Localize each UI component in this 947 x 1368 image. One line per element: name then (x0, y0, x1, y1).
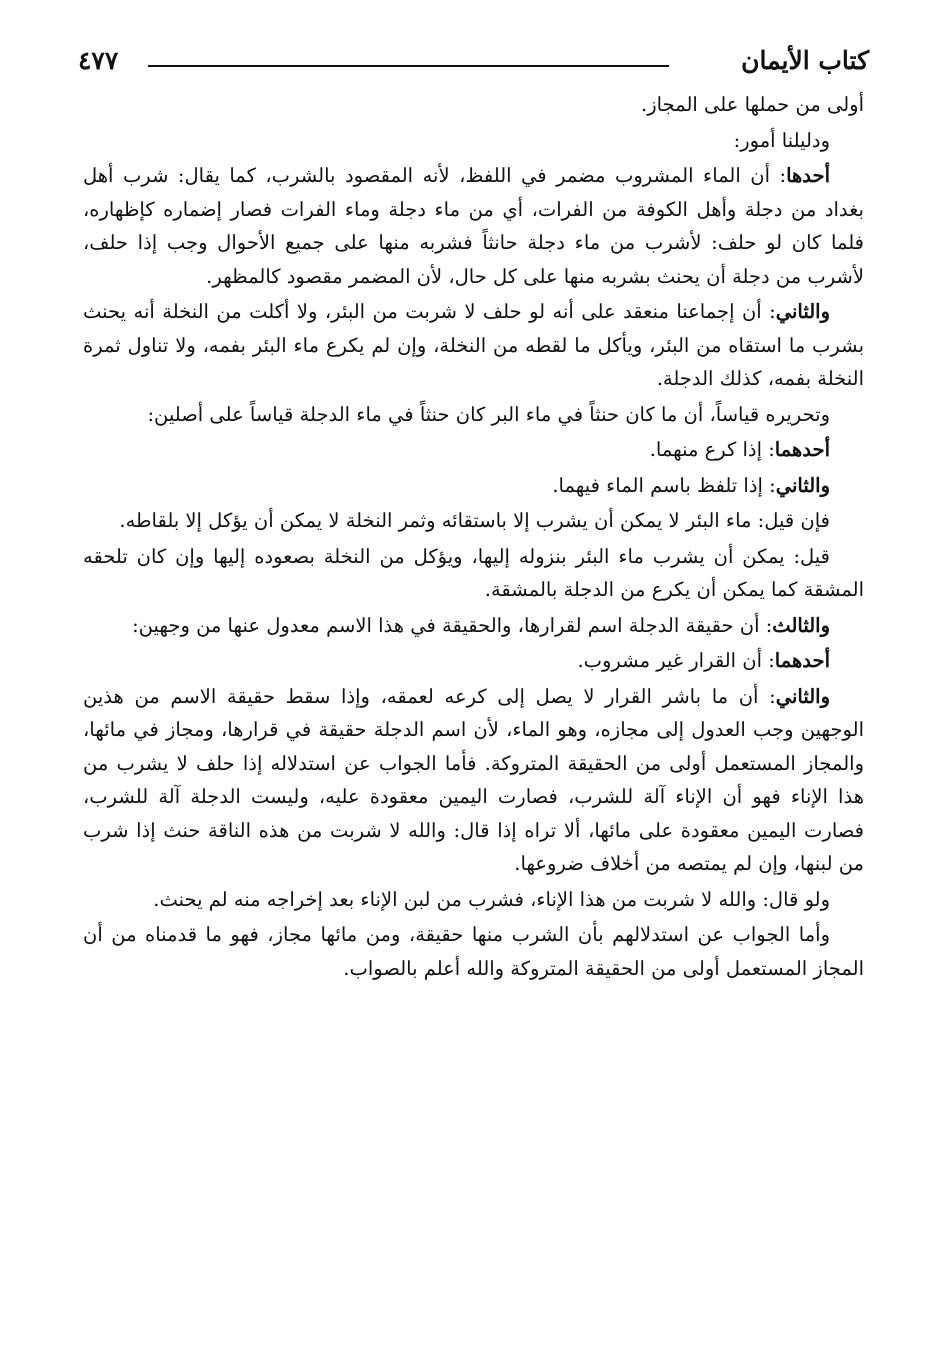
paragraph (83, 883, 864, 917)
paragraph (83, 540, 864, 607)
paragraph (83, 469, 864, 503)
paragraph-text: أولى من حملها على المجاز. (641, 93, 864, 116)
paragraph-text: : أن إجماعنا منعقد على أنه لو حلف لا شربت من البئر، ولا أكلت من النخلة أنه يحنث بشرب ما استقاه من البئر، ويأكل ما لقطه من النخلة، وإن لم يكرع ماء البئر بفمه، ولا تناول ثمرة النخلة بفمه، كذلك الدجلة. (83, 300, 864, 390)
paragraph (83, 124, 864, 158)
paragraph-lead: والثاني (775, 300, 830, 323)
paragraph (83, 88, 864, 122)
paragraph-text: : أن القرار غير مشروب. (577, 649, 775, 672)
paragraph-text: ولو قال: والله لا شربت من هذا الإناء، فشرب من لبن الإناء بعد إخراجه منه لم يحنث. (153, 887, 830, 911)
paragraph-lead: أحدهما (774, 649, 830, 672)
paragraph-text: ودليلنا أمور: (733, 128, 830, 152)
paragraph-text: : إذا تلفظ باسم الماء فيهما. (552, 473, 776, 497)
paragraph (83, 398, 864, 432)
paragraph (83, 504, 864, 538)
paragraph-text: فإن قيل: ماء البئر لا يمكن أن يشرب إلا باستقائه وثمر النخلة لا يمكن أن يؤكل إلا بلقاطه. (119, 509, 830, 532)
paragraph (83, 680, 864, 881)
page-body (83, 88, 864, 987)
header-rule (148, 65, 669, 67)
paragraph-text: : أن حقيقة الدجلة اسم لقرارها، والحقيقة في هذا الاسم معدول عنها من وجهين: (132, 613, 773, 637)
paragraph-text: قيل: يمكن أن يشرب ماء البئر بنزوله إليها، ويؤكل من النخلة بصعوده إليها وإن كان تلحقه المشقة كما يمكن أن يكرع من الدجلة بالمشقة. (83, 544, 864, 601)
paragraph-text: : إذا كرع منهما. (649, 438, 775, 461)
paragraph (83, 918, 864, 985)
paragraph-text: : أن ما باشر القرار لا يصل إلى كرعه لعمقه، وإذا سقط حقيقة الاسم من هذين الوجهين وجب العدول إلى مجازه، وهو الماء، لأن اسم الدجلة حقيقة في قرارها، ومجاز في مائها، والمجاز المستعمل أولى من الحقيقة المتروكة. فأما الجواب عن استدلاله إذا حلف لا يشرب من هذا الإناء فهو أن الإناء آلة للشرب، فصارت اليمين معقودة عليه، وليست الدجلة آلة للشرب، فصارت اليمين معقودة على مائها، ألا تراه إذا قال: والله لا شربت من هذه الناقة حنث إذا شرب من لبنها، وإن لم يمتصه من أخلاف ضروعها. (83, 684, 864, 875)
paragraph (83, 295, 864, 396)
paragraph-text: : أن الماء المشروب مضمر في اللفظ، لأنه المقصود بالشرب، كما يقال: شرب أهل بغداد من دجلة وأهل الكوفة من الفرات، أي من ماء دجلة وماء الفرات فصار إضماره كإظهاره، فلما كان لو حلف: لأشرب من ماء دجلة حانثاً فشربه منها على جميع الأحوال وجب إذا حلف، لأشرب من دجلة أن يحنث بشربه منها على كل حال، لأن المضمر مقصود كالمظهر. (83, 164, 864, 288)
paragraph (83, 159, 864, 293)
page-header (78, 38, 869, 84)
paragraph-lead: والثاني (775, 684, 830, 708)
paragraph-text: وأما الجواب عن استدلالهم بأن الشرب منها حقيقة، ومن مائها مجاز، فهو ما قدمناه من أن المجاز المستعمل أولى من الحقيقة المتروكة والله أعلم بالصواب. (83, 923, 864, 980)
paragraph-text: وتحريره قياساً، أن ما كان حنثاً في ماء البر كان حنثاً في ماء الدجلة قياساً على أصلين: (147, 402, 830, 426)
paragraph (83, 609, 864, 643)
paragraph (83, 644, 864, 678)
paragraph-lead: أحدها (786, 164, 830, 187)
paragraph-lead: والثالث (772, 613, 830, 637)
paragraph-lead: أحدهما (774, 438, 830, 461)
paragraph-lead: والثاني (775, 473, 830, 497)
page-number: ٤٧٧ (78, 46, 119, 75)
chapter-title: كتاب الأيمان (741, 46, 869, 75)
paragraph (83, 433, 864, 467)
